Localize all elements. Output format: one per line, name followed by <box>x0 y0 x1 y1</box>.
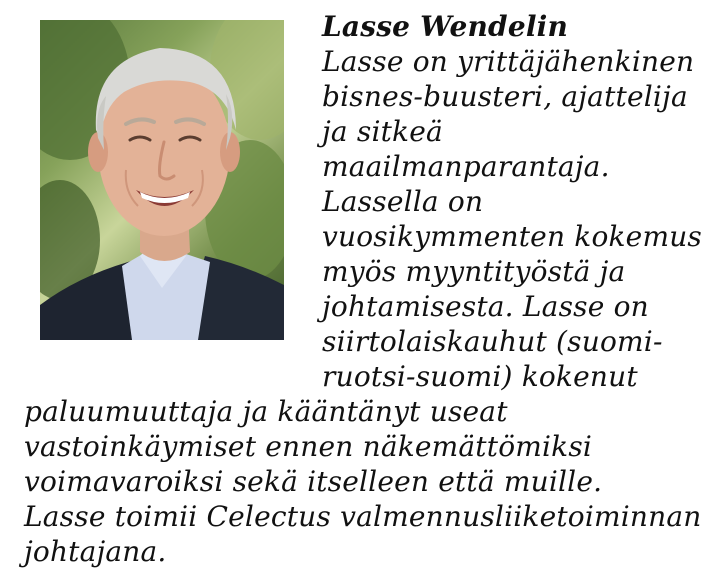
portrait-illustration <box>40 20 284 340</box>
bio-line: paluumuuttaja ja kääntänyt useat <box>24 395 508 428</box>
bio-line: Lasse toimii Celectus valmennusliiketoiminnan <box>24 500 702 533</box>
bio-line: voimavaroiksi sekä itselleen että muille. <box>24 465 603 498</box>
bio-line: ruotsi-suomi) kokenut <box>322 360 638 393</box>
bio-line: Lasse on yrittäjähenkinen <box>322 45 695 78</box>
bio-line: siirtolaiskauhut (suomi- <box>322 325 663 358</box>
bio-line: ja sitkeä <box>322 115 443 148</box>
portrait-photo <box>40 20 284 340</box>
bio-line: vuosikymmenten kokemus <box>322 220 702 253</box>
bio-line: myös myyntityöstä ja <box>322 255 626 288</box>
bio-line: bisnes-buusteri, ajattelija <box>322 80 688 113</box>
bio-line: johtajana. <box>24 535 167 568</box>
bio-line: johtamisesta. Lasse on <box>322 290 649 323</box>
bio-line: vastoinkäymiset ennen näkemättömiksi <box>24 430 593 463</box>
bio-line: maailmanparantaja. <box>322 150 610 183</box>
person-name: Lasse Wendelin <box>322 10 569 43</box>
bio-line: Lassella on <box>322 185 484 218</box>
